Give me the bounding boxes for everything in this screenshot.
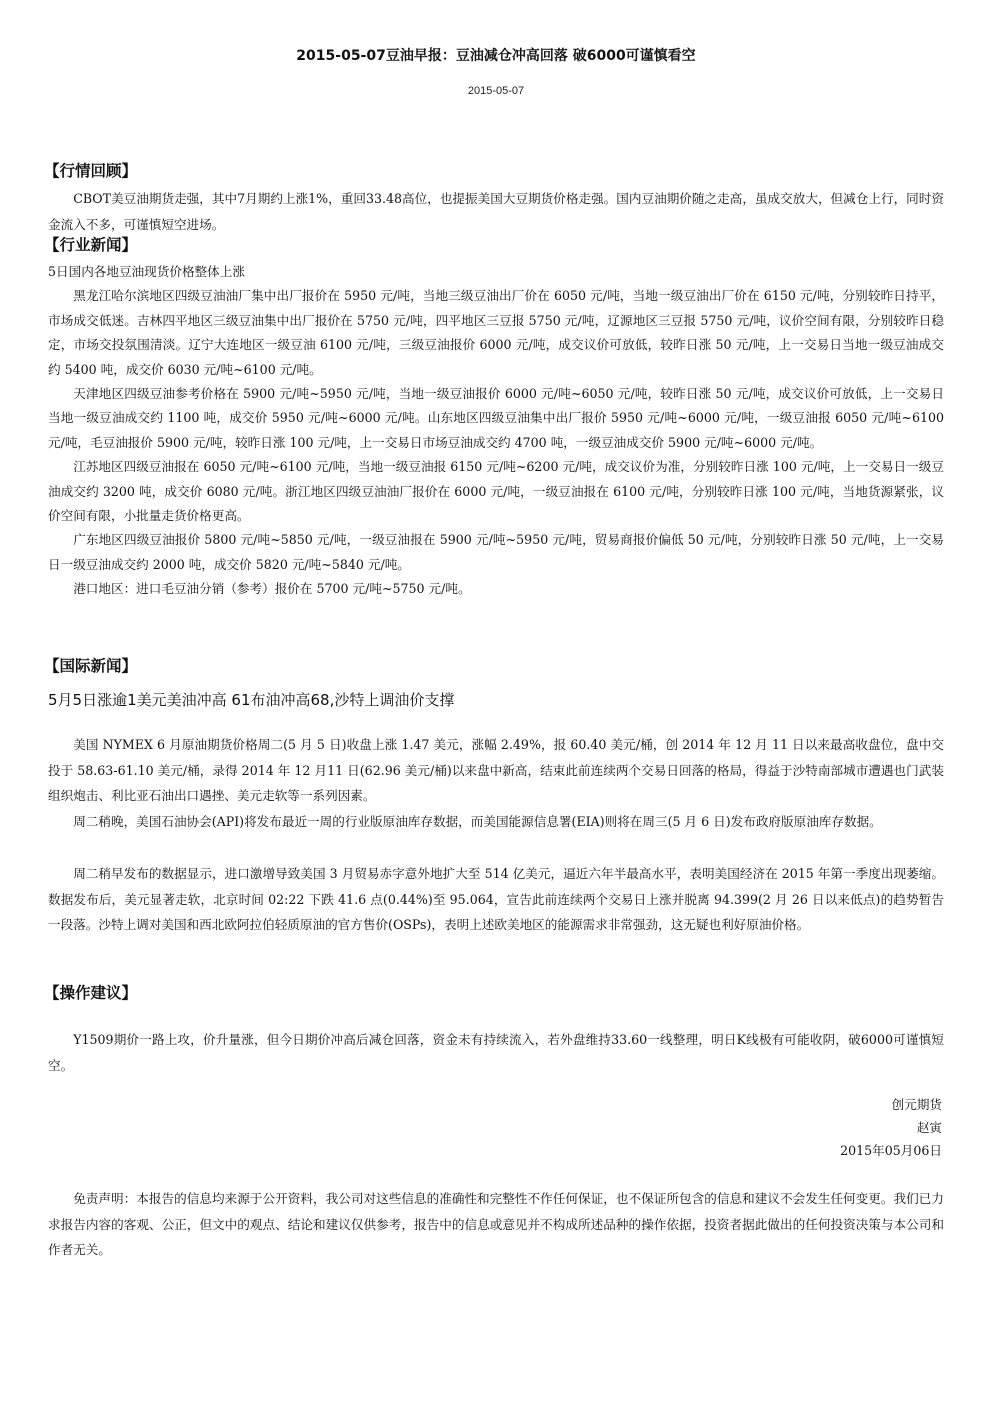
international-news-section-a bbox=[48, 732, 944, 834]
industry-news-paragraph: 港口地区：进口毛豆油分销（参考）报价在 5700 元/吨~5750 元/吨。 bbox=[73, 581, 471, 597]
industry-news-paragraph: 天津地区四级豆油参考价格在 5900 元/吨~5950 元/吨，当地一级豆油报价 6000 元/吨~6050 元/吨，较昨日涨 50 元/吨，成交议价可放低，上一交易日当地一级豆油成交约 1100 吨，成交价 5950 元/吨~6000 元/吨。山东地区四级豆油集中出厂报价 5950 元/吨~6000 元/吨，一级豆油报 6050 元/吨~6100 元/吨，毛豆油报价 5900 元/吨，较昨日涨 100 元/吨，上一交易日市场豆油成交约 4700 吨，一级豆油成交价 5900 元/吨~6000 元/吨。 bbox=[48, 386, 944, 450]
industry-news-paragraph: 黑龙江哈尔滨地区四级豆油油厂集中出厂报价在 5950 元/吨，当地三级豆油出厂价在 6050 元/吨，当地一级豆油出厂价在 6150 元/吨，分别较昨日持平，市场成交低迷。吉林四平地区三级豆油集中出厂报价在 5750 元/吨，四平地区三豆报 5750 元/吨，辽源地区三豆报 5750 元/吨，议价空间有限，分别较昨日稳定，市场交投氛围清淡。辽宁大连地区一级豆油 6100 元/吨，三级豆油报价 6000 元/吨，成交议价可放低，较昨日涨 50 元/吨，上一交易日当地一级豆油成交约 5400 吨，成交价 6030 元/吨~6100 元/吨。 bbox=[48, 288, 944, 377]
signature-date: 2015年05月06日 bbox=[840, 1143, 942, 1158]
market-review-paragraph: CBOT美豆油期货走强，其中7月期约上涨1%，重回33.48高位，也提振美国大豆期货价格走强。国内豆油期价随之走高，虽成交放大，但减仓上行，同时资金流入不多，可谨慎短空进场。 bbox=[48, 191, 944, 232]
industry-news-paragraph: 江苏地区四级豆油报在 6050 元/吨~6100 元/吨，当地一级豆油报 6150 元/吨~6200 元/吨，成交议价为准，分别较昨日涨 100 元/吨，上一交易日一级豆油成交约 3200 吨，成交价 6080 元/吨。浙江地区四级豆油油厂报价在 6000 元/吨，一级豆油报在 6100 元/吨，分别较昨日涨 100 元/吨，当地货源紧张，议价空间有限，小批量走货价格更高。 bbox=[48, 459, 944, 524]
industry-news-subheading: 5日国内各地豆油现货价格整体上涨 bbox=[48, 264, 245, 279]
advice-section bbox=[48, 1027, 944, 1079]
disclaimer-section bbox=[48, 1186, 944, 1263]
international-news-paragraph: 周二稍晚，美国石油协会(API)将发布最近一周的行业版原油库存数据，而美国能源信息署(EIA)则将在周三(5 月 6 日)发布政府版原油库存数据。 bbox=[73, 813, 882, 829]
international-news-paragraph: 美国 NYMEX 6 月原油期货价格周二(5 月 5 日)收盘上涨 1.47 美元，涨幅 2.49%，报 60.40 美元/桶，创 2014 年 12 月 11 日以来最高收盘位，盘中交投于 58.63-61.10 美元/桶，录得 2014 年 12 月11 日(62.96 美元/桶)以来盘中新高，结束此前连续两个交易日回落的格局，得益于沙特南部城市遭遇也门武装组织炮击、利比亚石油出口遇挫、美元走软等一系列因素。 bbox=[48, 737, 944, 804]
document-date: 2015-05-07 bbox=[467, 85, 525, 97]
signature-company: 创元期货 bbox=[891, 1097, 942, 1112]
international-news-section-b bbox=[48, 861, 944, 938]
market-review-section bbox=[48, 186, 944, 238]
signature-author: 赵寅 bbox=[916, 1120, 942, 1135]
international-news-headline: 5月5日涨逾1美元美油冲高 61布油冲高68,沙特上调油价支撑 bbox=[48, 691, 455, 709]
industry-news-paragraph: 广东地区四级豆油报价 5800 元/吨~5850 元/吨，一级豆油报在 5900 元/吨~5950 元/吨，贸易商报价偏低 50 元/吨，分别较昨日涨 50 元/吨，上一交易日一级豆油成交约 2000 吨，成交价 5820 元/吨~5840 元/吨。 bbox=[48, 532, 944, 572]
document-title: 2015-05-07豆油早报：豆油减仓冲高回落 破6000可谨慎看空 bbox=[296, 48, 696, 64]
international-news-heading: 【国际新闻】 bbox=[44, 657, 138, 675]
industry-news-heading: 【行业新闻】 bbox=[44, 236, 138, 254]
market-review-heading: 【行情回顾】 bbox=[44, 162, 138, 180]
international-news-paragraph: 周二稍早发布的数据显示，进口激增导致美国 3 月贸易赤字意外地扩大至 514 亿美元，逼近六年半最高水平，表明美国经济在 2015 年第一季度出现萎缩。数据发布后，美元显著走软，北京时间 02:22 下跌 41.6 点(0.44%)至 95.064，宣告此前连续两个交易日上涨并脱离 94.399(2 月 26 日以来低点)的趋势暂告一段落。沙特上调对美国和西北欧阿拉伯轻质原油的官方售价(OSPs)，表明上述欧美地区的能源需求非常强劲，这无疑也利好原油价格。 bbox=[48, 866, 944, 933]
disclaimer-paragraph: 免责声明：本报告的信息均来源于公开资料，我公司对这些信息的准确性和完整性不作任何保证，也不保证所包含的信息和建议不会发生任何变更。我们已力求报告内容的客观、公正，但文中的观点、结论和建议仅供参考，报告中的信息或意见并不构成所述品种的操作依据，投资者据此做出的任何投资决策与本公司和作者无关。 bbox=[48, 1191, 944, 1258]
advice-heading: 【操作建议】 bbox=[44, 984, 138, 1002]
industry-news-section bbox=[48, 260, 944, 602]
advice-paragraph: Y1509期价一路上攻，价升量涨，但今日期价冲高后减仓回落，资金未有持续流入，若外盘维持33.60一线整理，明日K线极有可能收阴，破6000可谨慎短空。 bbox=[48, 1032, 944, 1073]
